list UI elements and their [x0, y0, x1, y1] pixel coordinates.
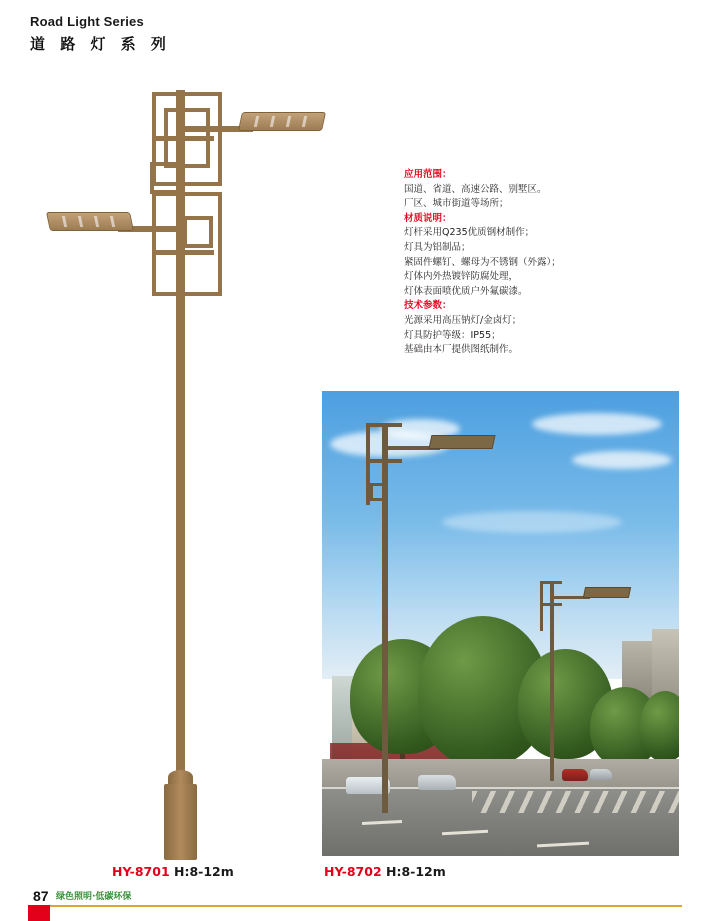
header-title-en: Road Light Series: [30, 14, 144, 29]
lamp-slat: [302, 116, 307, 127]
photo-car: [590, 769, 612, 780]
photo-cloud: [442, 511, 622, 533]
lamp-slat: [78, 216, 83, 227]
photo-lamp-frame-left: [540, 581, 543, 631]
photo-lamp-pole: [550, 581, 554, 781]
mid-frame-crossbar: [152, 250, 214, 255]
lamp-head-upper-right: [238, 112, 326, 131]
spec-line: 国道、省道、高速公路、别墅区。: [404, 183, 547, 195]
mid-decorative-frame-1: [150, 162, 180, 194]
photo-cloud: [532, 413, 662, 435]
photo-lamp-frame-top: [540, 581, 562, 584]
product-code: HY-8702: [324, 864, 382, 879]
spec-section-title: 技术参数：: [404, 300, 452, 312]
lamp-slat: [254, 116, 259, 127]
spec-section: [404, 212, 674, 300]
page-header: [30, 14, 330, 54]
spec-line: 基础由本厂提供图纸制作。: [404, 344, 519, 356]
mid-decorative-frame-3: [183, 216, 213, 248]
spec-line: 灯具防护等级：IP55；: [404, 329, 501, 341]
spec-section-title: 材质说明：: [404, 212, 452, 224]
product-photo-hy8702: [322, 391, 679, 856]
caption-hy8701: [112, 864, 234, 879]
lamp-slat: [94, 216, 99, 227]
photo-lamp-frame-cross: [540, 603, 562, 606]
product-size: H:8-12m: [174, 864, 234, 879]
pole-base-shaft: [164, 784, 197, 860]
top-frame-crossbar: [152, 136, 214, 141]
caption-hy8702: [324, 864, 446, 879]
product-code: HY-8701: [112, 864, 170, 879]
lamp-slat: [286, 116, 291, 127]
specification-text: [404, 168, 674, 358]
spec-section: [404, 299, 674, 357]
photo-car: [418, 775, 456, 790]
photo-tree: [640, 691, 679, 761]
photo-lamp-head: [429, 435, 496, 449]
spec-line: 灯体表面喷优质户外氟碳漆。: [404, 285, 528, 297]
photo-lamp-frame-cross: [366, 459, 402, 463]
spec-line: 灯体内外热镀锌防腐处理，: [404, 271, 519, 283]
photo-car: [562, 769, 588, 781]
spec-line: 光源采用高压钠灯/金卤灯；: [404, 314, 522, 326]
spec-section: [404, 168, 674, 212]
spec-line: 紧固件螺钉、螺母为不锈钢（外露）；: [404, 256, 561, 268]
photo-lamp-head: [583, 587, 631, 598]
page-number: 87: [33, 888, 49, 904]
photo-lamp-pole: [382, 423, 388, 813]
photo-lamp-frame-top: [366, 423, 402, 427]
footer-rule: [28, 905, 682, 907]
product-size: H:8-12m: [386, 864, 446, 879]
lamp-slat: [62, 216, 67, 227]
lamp-slat: [270, 116, 275, 127]
header-title-cn: 道 路 灯 系 列: [30, 35, 171, 53]
lamp-slat: [110, 216, 115, 227]
photo-background-building: [652, 629, 679, 699]
footer-red-tab: [28, 905, 50, 921]
spec-section-title: 应用范围：: [404, 169, 452, 180]
footer-slogan: 绿色照明·低碳环保: [56, 892, 132, 902]
spec-line: 灯具为铝制品；: [404, 241, 471, 253]
photo-cloud: [572, 451, 672, 469]
lamp-head-lower-left: [46, 212, 134, 231]
page-footer: [0, 887, 710, 921]
photo-road-hatching: [472, 791, 679, 813]
spec-line: 厂区、城市街道等场所；: [404, 198, 509, 210]
spec-line: 灯杆采用Q235优质钢材制作；: [404, 227, 535, 239]
product-drawing-hy8701: [40, 70, 340, 860]
photo-lamp-frame-box: [370, 498, 388, 501]
pole-base-collar: [168, 770, 193, 784]
